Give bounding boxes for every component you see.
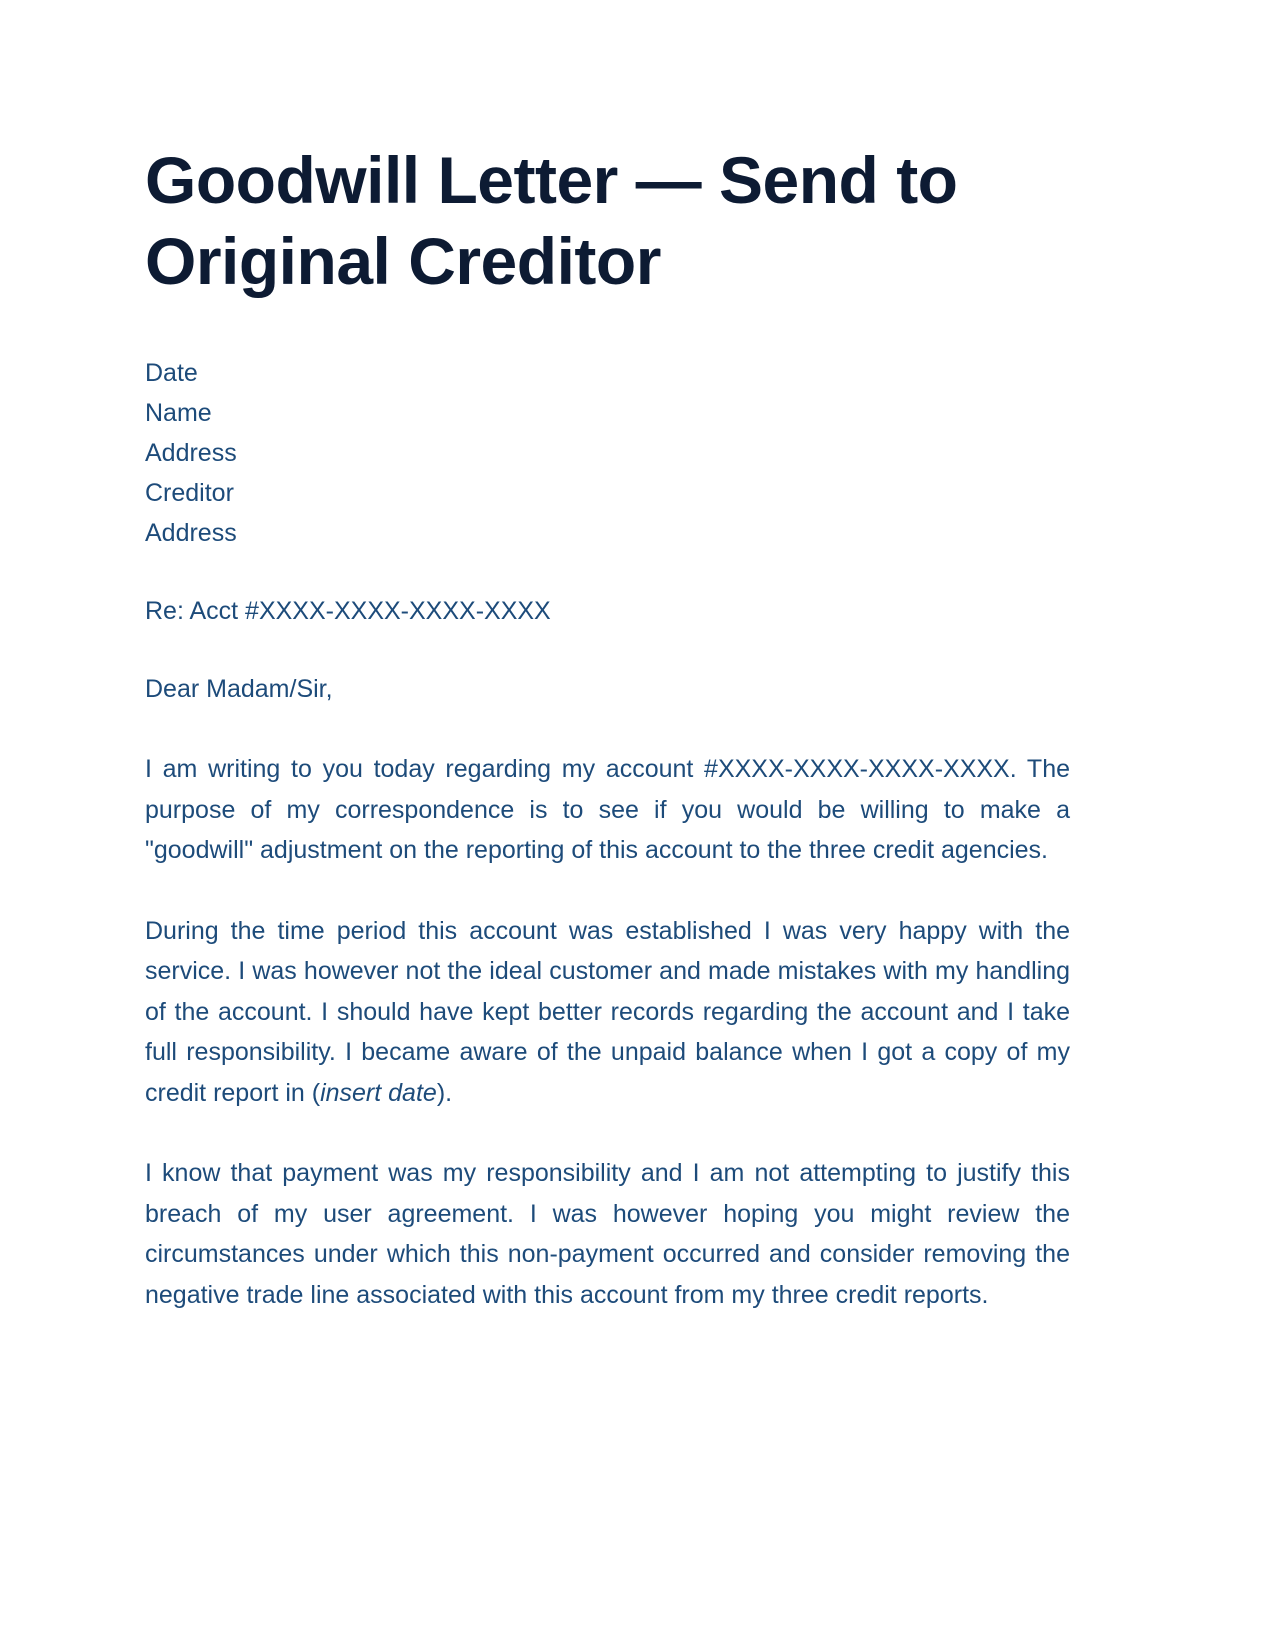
page-title: Goodwill Letter — Send to Original Creditor — [145, 143, 958, 298]
address-line-name: Name — [145, 399, 212, 428]
address-line-creditor-address: Address — [145, 519, 237, 548]
salutation: Dear Madam/Sir, — [145, 675, 333, 704]
address-line-creditor: Creditor — [145, 479, 234, 508]
reference-line: Re: Acct #XXXX-XXXX-XXXX-XXXX — [145, 597, 551, 626]
paragraph-2-text-after: ). — [436, 1078, 453, 1107]
paragraph-2-text-before: During the time period this account was established I was very happy with the service. I was however not the ideal customer and made mistakes with my handling of the account. I should have kept better records regarding the account and I take full responsibility. I became aware of the unpaid balance when I got a copy of my credit report in ( — [145, 916, 1070, 1107]
address-block — [145, 353, 1070, 553]
body-paragraph-2 — [145, 911, 1070, 1114]
paragraph-2-italic-placeholder: insert date — [320, 1078, 437, 1107]
address-line-date: Date — [145, 359, 198, 388]
body-paragraph-3: I know that payment was my responsibility and I am not attempting to justify this breach of my user agreement. I was however hoping you might review the circumstances under which this non-payment occurred and consider removing the negative trade line associated with this account from my three credit reports. — [145, 1159, 1070, 1309]
address-line-sender-address: Address — [145, 439, 237, 468]
body-paragraph-1: I am writing to you today regarding my account #XXXX-XXXX-XXXX-XXXX. The purpose of my correspondence is to see if you would be willing to make a "goodwill" adjustment on the reporting of this account to the three credit agencies. — [145, 755, 1070, 865]
